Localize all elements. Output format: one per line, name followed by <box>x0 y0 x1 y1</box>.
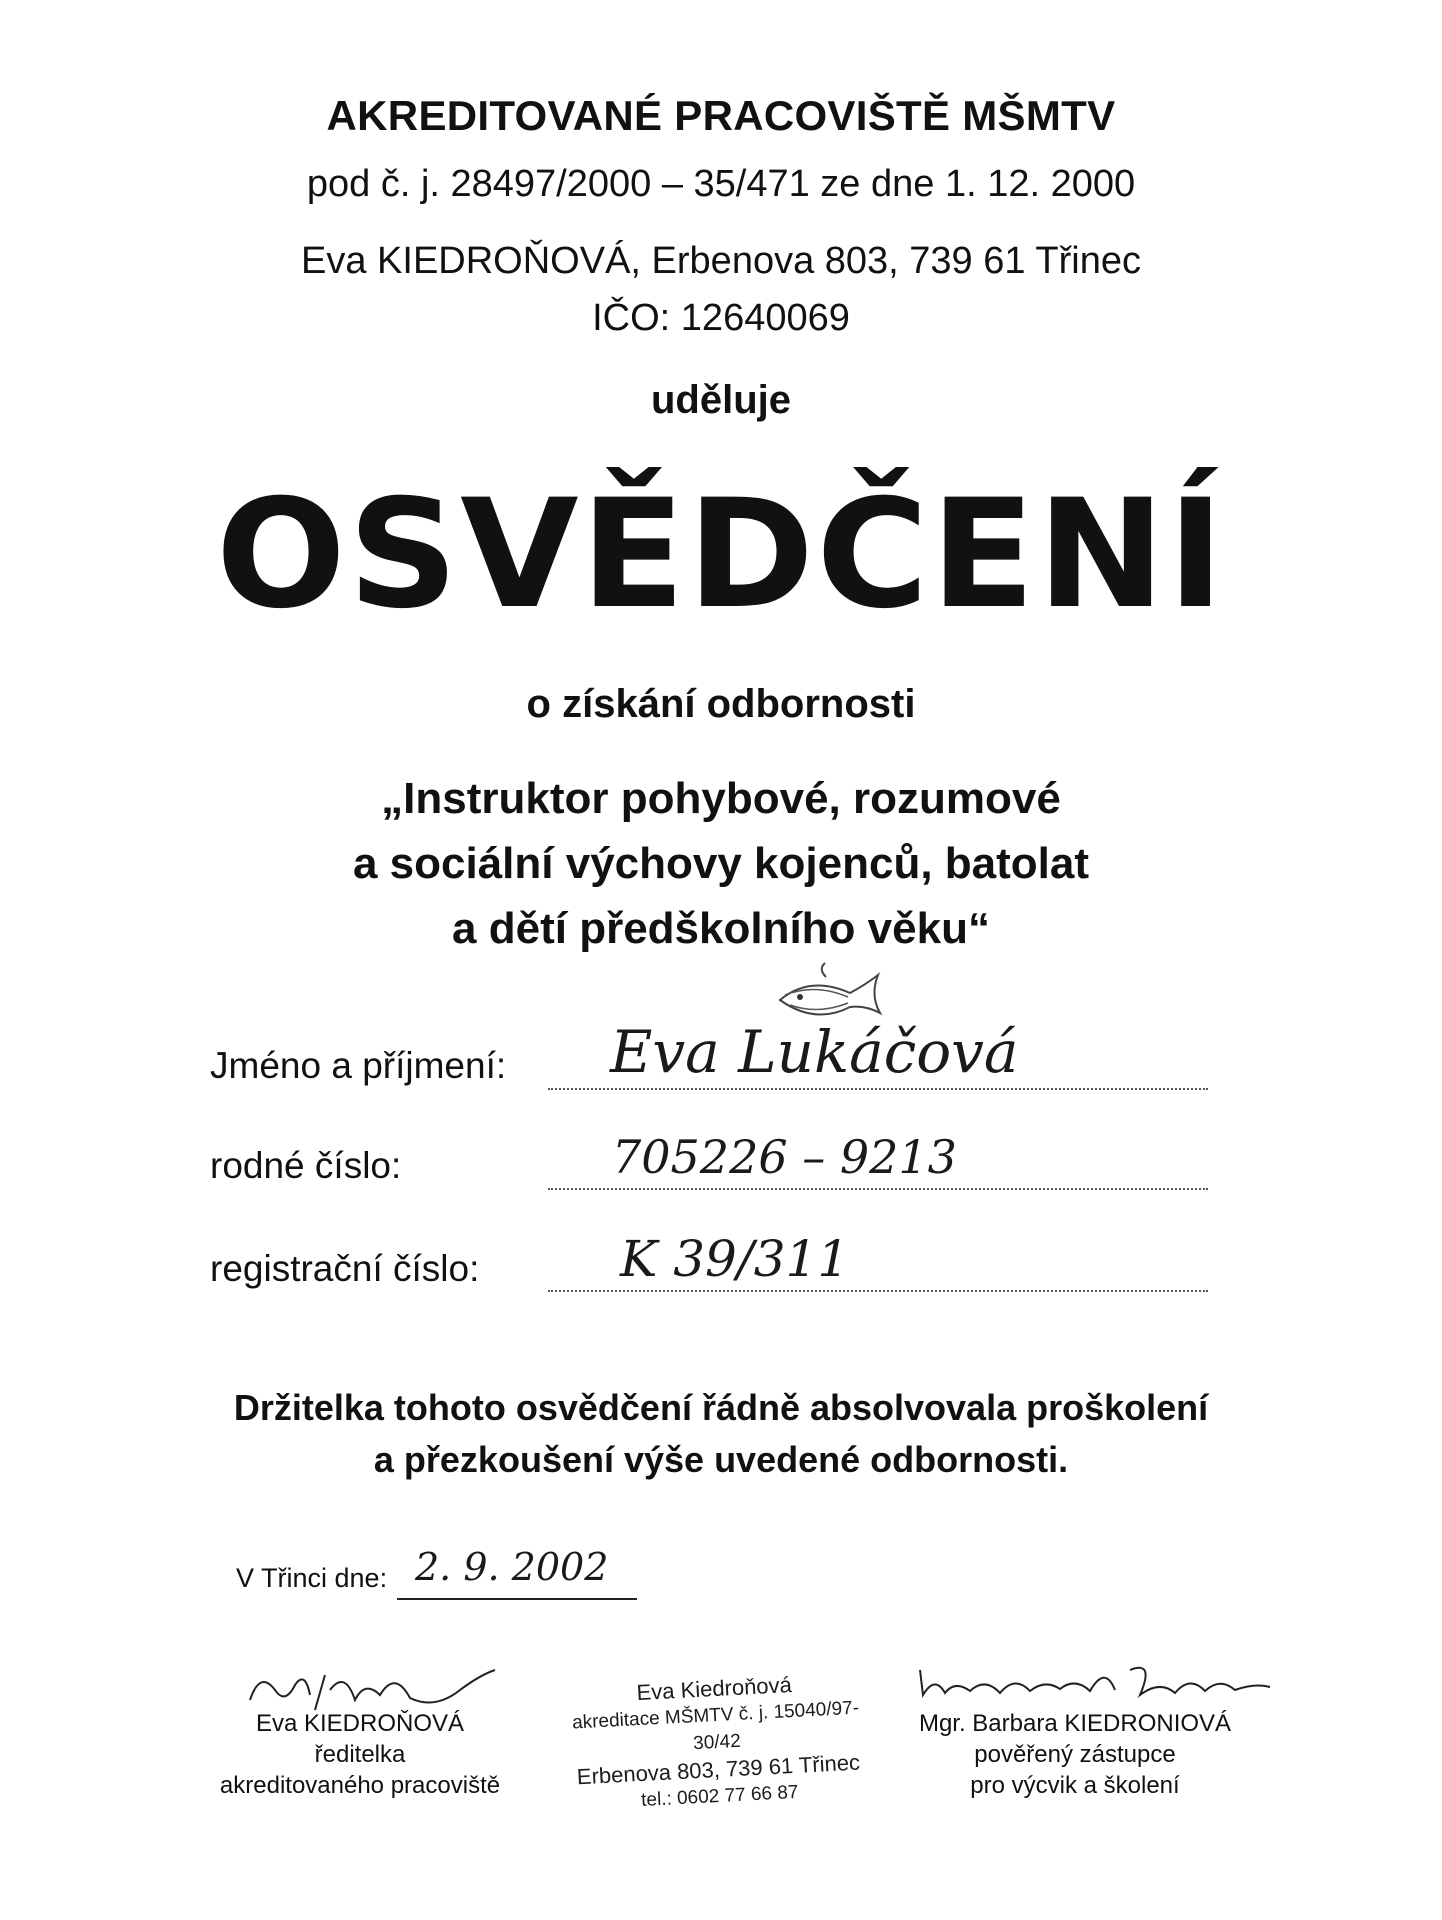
registration-number-label: registrační číslo: <box>210 1248 480 1289</box>
date-value: 2. 9. 2002 <box>415 1545 609 1589</box>
institution-stamp <box>569 1668 866 1818</box>
name-label: Jméno a příjmení: <box>210 1045 507 1086</box>
address-line: Eva KIEDROŇOVÁ, Erbenova 803, 739 61 Třinec <box>301 240 1141 282</box>
signature-left-block <box>195 1708 525 1801</box>
grant-text: uděluje <box>650 378 792 422</box>
reference-line: pod č. j. 28497/2000 – 35/471 ze dne 1. 12. 2000 <box>306 163 1136 205</box>
date-line <box>397 1598 637 1600</box>
qualification-line-1: „Instruktor pohybové, rozumové <box>381 774 1061 823</box>
certificate-title: OSVĚDČENÍ <box>215 468 1227 642</box>
signature-right-role-1: pověřený zástupce <box>974 1741 1176 1768</box>
date-label: V Třinci dne: <box>236 1563 388 1593</box>
signature-right-icon <box>915 1655 1275 1710</box>
stamp-line-1: Eva Kiedroňová <box>635 1672 793 1706</box>
qualification-line-3: a dětí předškolního věku“ <box>452 904 990 953</box>
signature-left-role-1: ředitelka <box>314 1741 406 1768</box>
qualification-line-2: a sociální výchovy kojenců, batolat <box>352 839 1090 888</box>
signature-right-role-2: pro výcvik a školení <box>970 1772 1180 1799</box>
stamp-line-2: akreditace MŠMTV č. j. 15040/97-30/42 <box>571 1697 860 1755</box>
qualification-title <box>0 766 1442 961</box>
statement-line-2: a přezkoušení výše uvedené odbornosti. <box>373 1439 1069 1480</box>
registration-number-value: K 39/311 <box>620 1230 850 1288</box>
ico-line: IČO: 12640069 <box>592 297 850 339</box>
name-line <box>548 1088 1208 1090</box>
registration-number-line <box>548 1290 1208 1292</box>
signature-left-name: Eva KIEDROŇOVÁ <box>255 1710 465 1737</box>
stamp-line-4: tel.: 0602 77 66 87 <box>640 1781 799 1812</box>
signature-left-role-2: akreditovaného pracoviště <box>219 1772 501 1799</box>
birth-number-value: 705226 – 9213 <box>612 1130 957 1184</box>
signature-right-name: Mgr. Barbara KIEDRONIOVÁ <box>918 1710 1232 1737</box>
signature-right-block <box>875 1708 1275 1801</box>
stamp-line-3: Erbenova 803, 739 61 Třinec <box>576 1749 861 1790</box>
birth-number-line <box>548 1188 1208 1190</box>
completion-statement <box>0 1382 1442 1486</box>
name-value: Eva Lukáčová <box>610 1018 1019 1086</box>
subtitle: o získání odbornosti <box>526 682 916 726</box>
statement-line-1: Držitelka tohoto osvědčení řádně absolvovala proškolení <box>233 1387 1209 1428</box>
accreditation-heading: AKREDITOVANÉ PRACOVIŠTĚ MŠMTV <box>326 92 1116 139</box>
birth-number-label: rodné číslo: <box>210 1145 402 1186</box>
